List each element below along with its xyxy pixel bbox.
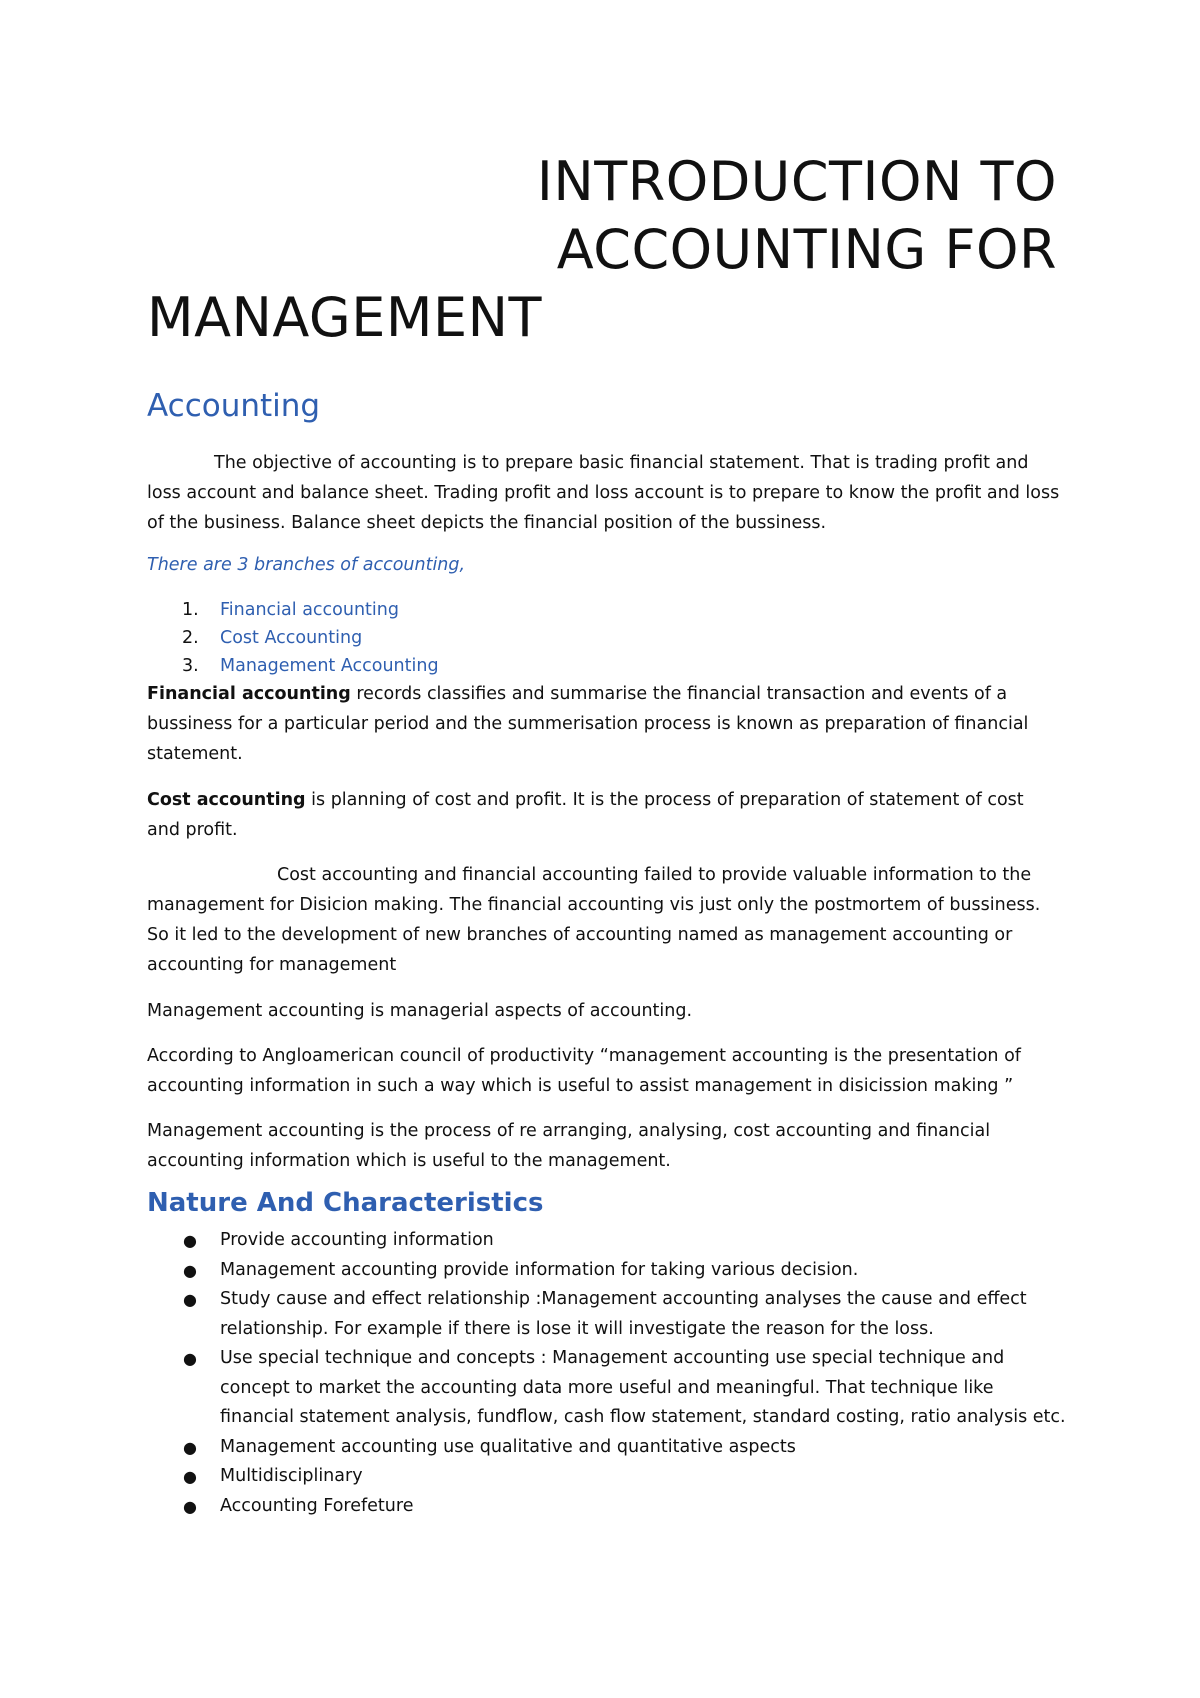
list-item-text: Study cause and effect relationship :Management accounting analyses the cause and effect relationship. For example if there is lose it will investigate the reason for the loss. (220, 1289, 1027, 1339)
list-item-text: Management accounting use qualitative and quantitative aspects (220, 1436, 796, 1457)
list-item (147, 1285, 1067, 1344)
branch-label: Cost Accounting (220, 628, 363, 648)
document-title (147, 148, 1057, 352)
bullet-icon: ● (183, 1260, 197, 1280)
bullet-icon: ● (183, 1467, 197, 1486)
process-paragraph: Management accounting is the process of re arranging, analysing, cost accounting and financial accounting information which is useful to the management. (147, 1121, 991, 1171)
cost-accounting-term: Cost accounting (147, 790, 306, 810)
list-item (147, 624, 1047, 652)
financial-accounting-text: records classifies and summarise the financial transaction and events of a bussiness for a particular period and the summerisation process is known as preparation of financial statement. (147, 684, 1029, 764)
list-number: 3. (182, 656, 199, 676)
objective-paragraph: The objective of accounting is to prepare basic financial statement. That is trading profit and loss account and balance sheet. Trading profit and loss account is to prepare to know the profit and loss of the business. Balance sheet depicts the financial position of the bussiness. (147, 453, 1060, 533)
list-item-text: Accounting Forefeture (220, 1495, 414, 1516)
bullet-icon: ● (183, 1290, 197, 1309)
list-item-text: Management accounting provide information for taking various decision. (220, 1259, 859, 1280)
list-item (147, 1462, 1067, 1492)
nature-heading: Nature And Characteristics (147, 1188, 544, 1218)
managerial-paragraph: Management accounting is managerial aspects of accounting. (147, 1001, 693, 1021)
cost-accounting-text: is planning of cost and profit. It is the process of preparation of statement of cost and profit. (147, 790, 1024, 840)
list-item-text: Use special technique and concepts : Management accounting use special technique and concept to market the accounting data more useful and meaningful. That technique like financial statement analysis, fundflow, cash flow statement, standard costing, ratio analysis etc. (220, 1348, 1066, 1427)
list-item-text: Multidisciplinary (220, 1466, 363, 1486)
list-item (147, 652, 1047, 680)
bullet-icon: ● (183, 1231, 197, 1250)
bullet-icon: ● (183, 1349, 197, 1368)
branch-label: Management Accounting (220, 656, 439, 676)
title-line-1: INTRODUCTION TO (536, 150, 1057, 213)
list-item-text: Provide accounting information (220, 1230, 494, 1250)
failed-paragraph: Cost accounting and financial accounting failed to provide valuable information to the management for Disicion making. The financial accounting vis just only the postmortem of bussiness. So it led to the development of new branches of accounting named as management accounting or accounting for management (147, 865, 1041, 975)
title-line-3: MANAGEMENT (147, 286, 542, 349)
according-paragraph: According to Angloamerican council of productivity “management accounting is the presentation of accounting information in such a way which is useful to assist management in disicission making ” (147, 1046, 1021, 1096)
financial-accounting-term: Financial accounting (147, 684, 351, 704)
branches-intro: There are 3 branches of accounting, (147, 555, 466, 575)
accounting-heading: Accounting (147, 388, 321, 424)
branch-label: Financial accounting (220, 600, 399, 620)
list-item (147, 1256, 1067, 1286)
list-item (147, 1226, 1067, 1256)
cost-accounting-paragraph (147, 785, 1062, 845)
list-item (147, 1344, 1067, 1433)
nature-list (147, 1226, 1067, 1521)
bullet-icon: ● (183, 1496, 197, 1516)
list-number: 2. (182, 628, 199, 648)
list-item (147, 1492, 1067, 1522)
title-line-2: ACCOUNTING FOR (556, 218, 1057, 281)
list-number: 1. (182, 600, 199, 620)
list-item (147, 596, 1047, 624)
financial-accounting-paragraph (147, 679, 1062, 769)
bullet-icon: ● (183, 1437, 197, 1457)
list-item (147, 1433, 1067, 1463)
branches-list (147, 596, 1047, 680)
